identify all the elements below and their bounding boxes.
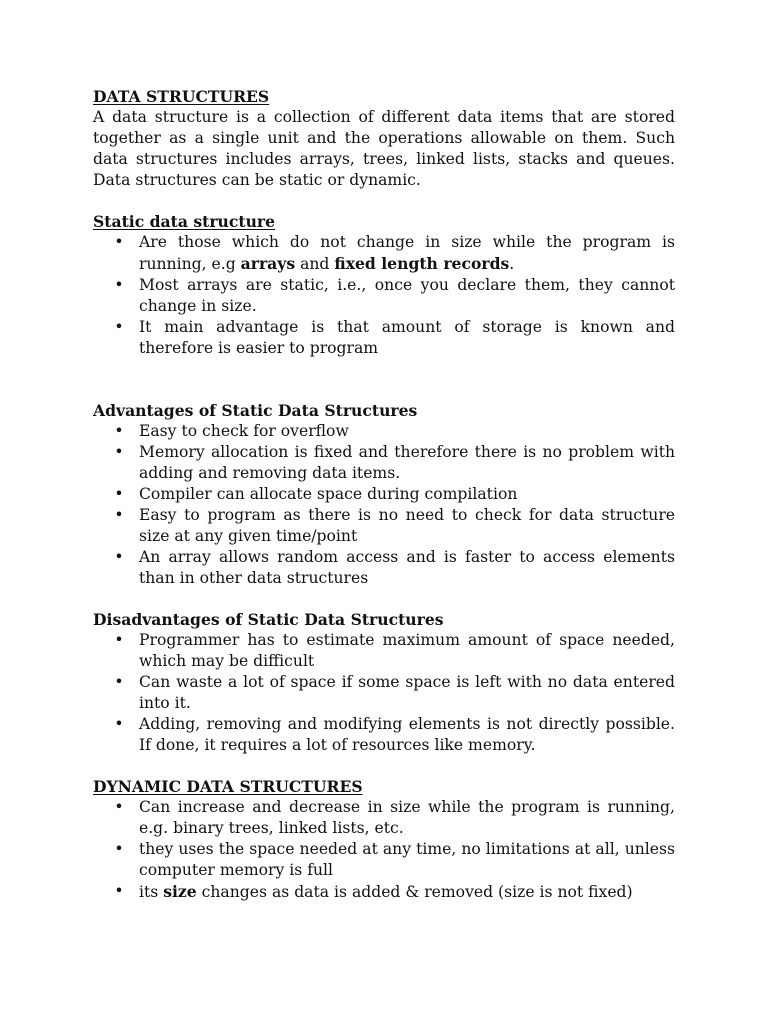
list-item: • Memory allocation is fixed and therefore there is no problem with adding and removing data items. [114,443,675,482]
list-item: • Most arrays are static, i.e., once you declare them, they cannot change in size. [114,276,675,315]
bullet-icon: • [114,715,124,733]
list-item: • Compiler can allocate space during compilation [114,485,518,503]
bullet-icon: • [114,422,124,440]
section-title-data-structures: DATA STRUCTURES [93,87,270,106]
bullet-icon: • [114,673,124,691]
list-item: • Programmer has to estimate maximum amount of space needed, which may be difficult [114,631,675,670]
list-item: • Can waste a lot of space if some space is left with no data entered into it. [114,673,675,712]
list-item: • its size changes as data is added & removed (size is not fixed) [114,882,633,901]
bullet-icon: • [114,318,124,336]
bullet-icon: • [114,798,124,816]
bullet-icon: • [114,443,124,461]
spacer [93,359,675,400]
advantages-bullet-list [93,421,675,589]
list-item: • An array allows random access and is faster to access elements than in other data structures [114,548,675,587]
list-item: • It main advantage is that amount of storage is known and therefore is easier to program [114,318,675,357]
bullet-icon: • [114,548,124,566]
list-item: • Adding, removing and modifying elements is not directly possible. If done, it requires a lot of resources like memory. [114,715,675,754]
section-title-advantages: Advantages of Static Data Structures [93,401,418,420]
list-item: • Are those which do not change in size while the program is running, e.g arrays and fixed length records. [114,233,675,273]
intro-paragraph: A data structure is a collection of different data items that are stored together as a single unit and the operations allowable on them. Such data structures includes arrays, trees, linked lists, stacks and queues. Data structures can be static or dynamic. [93,108,675,189]
list-item: • Can increase and decrease in size while the program is running, e.g. binary trees, linked lists, etc. [114,798,675,837]
list-item: • they uses the space needed at any time, no limitations at all, unless computer memory is full [114,840,675,879]
section-title-dynamic: DYNAMIC DATA STRUCTURES [93,777,363,796]
dynamic-bullet-list [93,797,675,903]
spacer [93,589,675,609]
list-item: • Easy to program as there is no need to check for data structure size at any given time/point [114,506,675,545]
document-page [93,86,675,903]
bullet-icon: • [114,631,124,649]
bullet-icon: • [114,882,124,900]
bullet-icon: • [114,840,124,858]
disadvantages-bullet-list [93,630,675,756]
bullet-icon: • [114,233,124,251]
spacer [93,191,675,211]
list-item: • Easy to check for overflow [114,422,349,440]
static-bullet-list [93,232,675,359]
section-title-disadvantages: Disadvantages of Static Data Structures [93,610,444,629]
bullet-icon: • [114,506,124,524]
bullet-icon: • [114,276,124,294]
spacer [93,756,675,776]
section-title-static: Static data structure [93,212,276,231]
bullet-icon: • [114,485,124,503]
